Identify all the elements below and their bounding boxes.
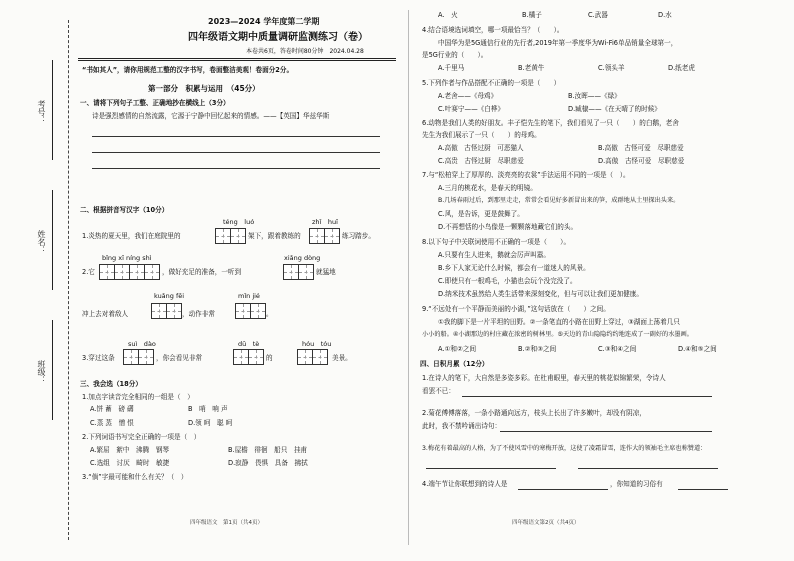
- main-title: 四年级语文期中质量调研监测练习（卷）: [188, 32, 368, 43]
- pinyin: dū tè: [238, 340, 260, 348]
- name-line: [52, 190, 53, 290]
- char-grid[interactable]: [234, 349, 264, 365]
- q4-1-text: 看罢不已：: [422, 387, 455, 395]
- q6-option-b[interactable]: B.高傲 古怪可爱 尽职慈爱: [598, 144, 684, 152]
- answer-line[interactable]: [92, 152, 380, 153]
- q5-option-d[interactable]: D.臧棣——《在天晴了的时候》: [568, 105, 661, 113]
- class-label: 班级：: [37, 360, 46, 384]
- q2-3-text-a: 3.穿过这条: [82, 354, 115, 362]
- q9-option-d[interactable]: D.④和⑤之间: [678, 345, 717, 353]
- q3-1-option-d[interactable]: D.领 呵 聪 呵: [188, 419, 233, 427]
- q4-option-c[interactable]: C.领头羊: [598, 64, 625, 72]
- q9-text: ①我的脚下是一片平坦的田野。②一条笔直的小路在田野上穿过，③湖面上荡着几只: [438, 318, 680, 326]
- pinyin: suì dào: [128, 340, 156, 348]
- q3-2: 2.下列词语书写完全正确的一项是（ ）: [82, 433, 201, 441]
- answer-line[interactable]: [578, 468, 718, 469]
- q4-option-a[interactable]: A.千里马: [438, 64, 465, 72]
- answer-line[interactable]: [500, 431, 712, 432]
- char-grid[interactable]: [124, 349, 154, 365]
- char-grid[interactable]: [284, 264, 314, 280]
- q7-option-d[interactable]: D.不再想恬的小鸟像是一颗颗落地藏它们的头。: [438, 223, 578, 231]
- q2-1-text-c: 练习踏步。: [342, 232, 375, 240]
- q2-2-text-b: ，做好充足的准备，一听到: [162, 268, 242, 276]
- answer-line[interactable]: [678, 489, 728, 490]
- exam-meta: 本卷共6页，答卷时间80分钟 2024.04.28: [246, 48, 364, 55]
- q9-option-b[interactable]: B.②和③之间: [518, 345, 557, 353]
- q6-option-a[interactable]: A.高傲 古怪过厨 可恶猫人: [438, 144, 524, 152]
- q5-option-b[interactable]: B.汝晖——《绿》: [568, 92, 621, 100]
- q2-3-text-d: 美景。: [332, 354, 352, 362]
- pinyin: xiǎng dòng: [284, 254, 321, 262]
- q3-1-option-b[interactable]: B 哨 响 声: [188, 405, 228, 413]
- q8-option-b[interactable]: B.乡下人家无论什么时候，都会有一道迷人的风景。: [438, 264, 590, 272]
- q3-3-option-b[interactable]: B.橘子: [522, 11, 542, 19]
- section4-title: 四、日积月累（12分）: [420, 360, 489, 368]
- q2-3-text-c: 的: [266, 354, 273, 362]
- class-line: [52, 320, 53, 420]
- q3-1: 1.加点字读音完全相同的一组是（ ）: [82, 393, 194, 401]
- q4-text: 中国华为是5G通信行业的先行者,2019年第一季度华为Wi-Fi6单品销量全球第一，: [438, 39, 678, 47]
- char-grid[interactable]: [298, 349, 328, 365]
- char-grid[interactable]: [100, 264, 160, 280]
- section1-quote: 诗是强烈感情的自然流露，它源于宁静中回忆起来的情感。——【英国】华兹华斯: [92, 112, 330, 120]
- pinyin: zhǐ huī: [312, 218, 338, 226]
- q3-3: 3.“倘”字最可能和什么有关？（ ）: [82, 473, 188, 481]
- page-footer: 四年级语文第2页（共4页）: [512, 520, 580, 526]
- q5: 5.下列作者与作品搭配不正确的一项是（ ）: [422, 79, 561, 87]
- year-title: 2023—2024 学年度第二学期: [208, 17, 320, 26]
- pinyin: bǐng xī níng shì: [102, 254, 152, 262]
- q2-2-text-a: 2.它: [82, 268, 95, 276]
- q3-3-option-c[interactable]: C.武器: [588, 11, 608, 19]
- binding-margin: [0, 0, 78, 561]
- q3-2-option-b[interactable]: B.屋檐 徘徊 船只 挂甫: [228, 446, 308, 454]
- divider: [78, 58, 396, 59]
- q8-option-c[interactable]: C.即使只有一根鸡毛，小猫也会玩个没完没了。: [438, 277, 577, 285]
- q8-option-a[interactable]: A.只要有生人进来，鹅就会厉声叫嚣。: [438, 251, 550, 259]
- q2-2-text-c: 就猛地: [316, 268, 336, 276]
- q4-option-b[interactable]: B.老黄牛: [518, 64, 545, 72]
- pinyin: mǐn jié: [238, 292, 260, 300]
- q3-1-option-a[interactable]: A.饼 蓄 磅 礴: [90, 405, 134, 413]
- q2-1-text-a: 1.炎热的夏天里，我们在庭院里的: [82, 232, 181, 240]
- exam-no-line: [52, 60, 53, 160]
- q3-2-option-d[interactable]: D.寂静 畏惧 具备 拂拭: [228, 459, 308, 467]
- q4-option-d[interactable]: D.纸老虎: [668, 64, 695, 72]
- pinyin: kuǎng fēi: [154, 292, 185, 300]
- char-grid[interactable]: [310, 228, 340, 244]
- q6: 6.动物是我们人类的好朋友。丰子恺先生的笔下，我们看见了一只（ ）的白鹅，老舍: [422, 119, 679, 127]
- divider: [78, 60, 396, 61]
- q6-option-d[interactable]: D.高傲 古怪可爱 尽职慈爱: [598, 157, 685, 165]
- q2-1-text-b: 架下，跟着教练的: [248, 232, 301, 240]
- q9-option-c[interactable]: C.③和④之间: [598, 345, 637, 353]
- q8-option-d[interactable]: D.纳米技术虽然给人类生活带来深刻变化，但与可以让我们更加健康。: [438, 290, 643, 298]
- q7-option-a[interactable]: A.三月的桃花水，是春天的明镜。: [438, 184, 537, 192]
- q4-1: 1.在诗人的笔下，大自然是多姿多彩。在杜甫眼里，春天里的桃花似锦繁荣，令诗人: [422, 374, 666, 382]
- answer-line[interactable]: [426, 468, 556, 469]
- page-right: [418, 0, 778, 561]
- q4-2: 2.菊花傅傅落落，一条小路通向远方，枝头上长出了许多嫩叶，却没有阴凉，: [422, 409, 646, 417]
- section2-title: 二、根据拼音写汉字（10分）: [80, 206, 169, 214]
- answer-line[interactable]: [462, 396, 712, 397]
- notice: “书如其人”，请你用规范工整的汉字书写，卷面整洁美观！卷面分2分。: [82, 66, 294, 74]
- q7-option-b[interactable]: B.几场春雨过后，到那里走走，常常会看见好多新冒出来的笋，成群地从土里探出头来。: [438, 197, 680, 204]
- q4-3: 3.梅花有着最高的人格，为了不使风雪中的寒梅开放，这使了凌霜冒雪，连作大的领袖毛主席也称赞道：: [422, 445, 707, 452]
- q9-option-a[interactable]: A.①和②之间: [438, 345, 477, 353]
- q5-option-a[interactable]: A.老舍——《母鸡》: [438, 92, 498, 100]
- q3-3-option-d[interactable]: D.水: [658, 11, 672, 19]
- answer-line[interactable]: [92, 136, 380, 137]
- q9: 9.“不远处有一个平静而美丽的小湖，”这句话放在（ ）之间。: [422, 305, 610, 313]
- q3-3-option-a[interactable]: A. 火: [438, 11, 458, 19]
- q3-2-option-c[interactable]: C.选组 讨厌 畸时 敏捷: [90, 459, 170, 467]
- answer-line[interactable]: [518, 489, 608, 490]
- column-divider: [408, 10, 409, 545]
- q4-text: 是5G行业的（ ）。: [422, 51, 488, 59]
- q2-3-text-b: ，你会看见非常: [156, 354, 203, 362]
- q2-2-text-d: 冲上去对着敌人: [82, 310, 129, 318]
- q5-option-c[interactable]: C.叶赛宁——《白桦》: [438, 105, 505, 113]
- section3-title: 三、我会选（18分）: [80, 380, 142, 388]
- q3-1-option-c[interactable]: C.蒸 蒸 憎 恨: [90, 419, 134, 427]
- exam-no-label: 考号：: [37, 100, 46, 124]
- q3-2-option-a[interactable]: A.繁屈 絮中 沸腾 钢琴: [90, 446, 170, 454]
- q2-2-text-e: ，动作非常: [182, 310, 215, 318]
- section1-title: 一、请将下列句子工整、正确地抄在横线上（3分）: [80, 99, 230, 107]
- cut-line: [68, 20, 69, 540]
- q6-text: 先生为我们展示了一只（ ）的母鸡。: [422, 131, 541, 139]
- page-footer: 四年级语文 第1页（共4页）: [190, 520, 263, 526]
- q2-2-text-f: 。: [266, 310, 273, 318]
- char-grid[interactable]: [216, 228, 246, 244]
- name-label: 姓名：: [37, 230, 46, 254]
- q8: 8.以下句子中关联词使用不正确的一项是（ ）。: [422, 238, 571, 246]
- q9-text: 小小的船。④小湖那边的村庄藏在浓密的树林里。⑤天边的青山隐隐约约地连成了一副好的水墨画。: [422, 331, 693, 338]
- pinyin: téng luó: [223, 218, 255, 226]
- q7: 7.与“松柏穿上了厚厚的、淡亮亮的衣裳”手法运用不同的一项是（ ）。: [422, 171, 630, 179]
- answer-line[interactable]: [92, 168, 380, 169]
- part1-title: 第一部分 积累与运用 （45分）: [148, 84, 260, 93]
- q4-2-text: 此时，我不禁吟诵出诗句：: [422, 422, 502, 430]
- char-grid[interactable]: [236, 303, 266, 319]
- q6-option-c[interactable]: C.高贵 古怪过厨 尽职慈爱: [438, 157, 524, 165]
- q4: 4.结合语境选词填空，哪一项最恰当？（ ）。: [422, 26, 564, 34]
- q4-4-text: ，你知道的习俗有: [610, 480, 663, 488]
- pinyin: hóu tóu: [302, 340, 332, 348]
- char-grid[interactable]: [152, 303, 182, 319]
- page-left: [78, 0, 396, 561]
- q7-option-c[interactable]: C.风，是告诉，更是鼓舞了。: [438, 210, 524, 218]
- q4-4: 4.端午节让你联想到的诗人是: [422, 480, 508, 488]
